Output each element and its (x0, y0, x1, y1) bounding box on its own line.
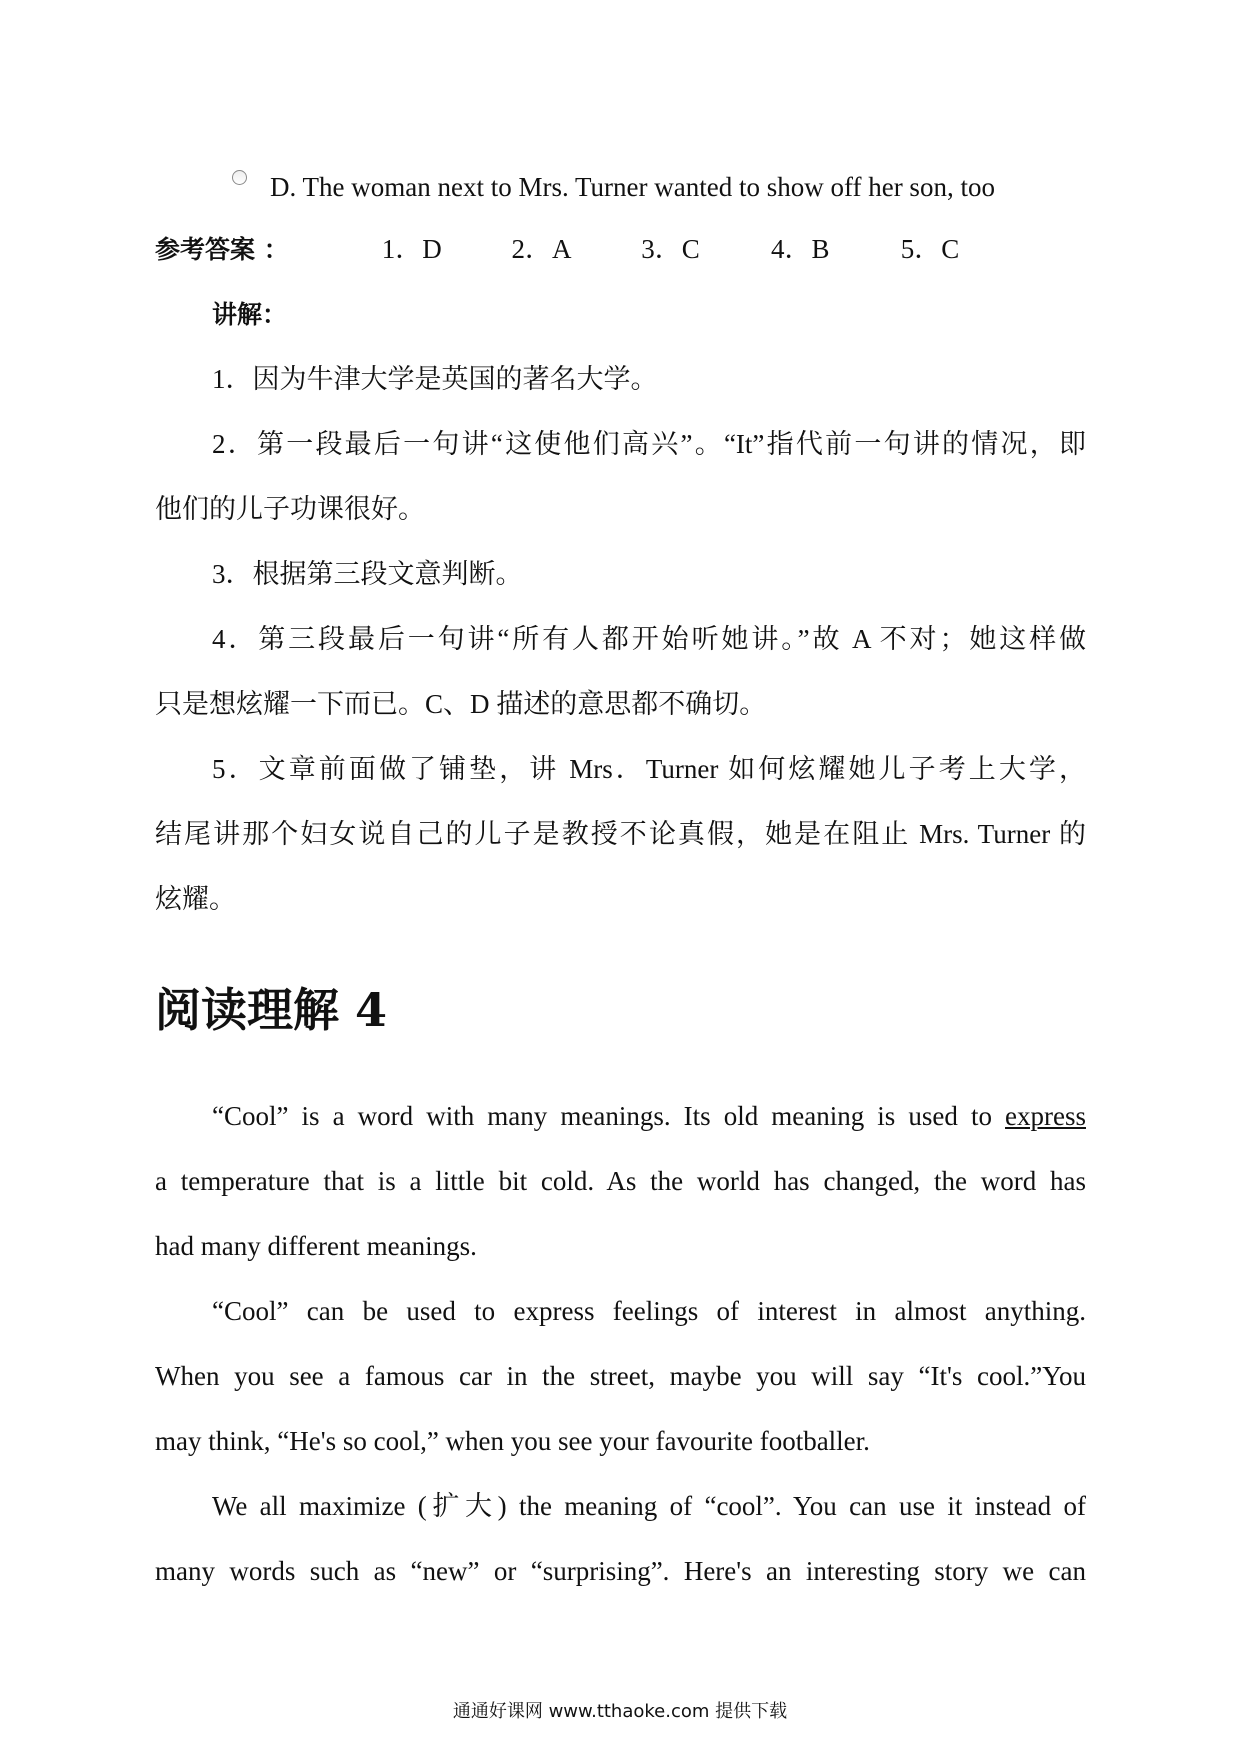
answer-item: 2．A (511, 234, 572, 264)
passage-line: had many different meanings. (155, 1231, 477, 1261)
passage-line: We all maximize (扩大) the meaning of “cool”. You can use it instead of (212, 1491, 1086, 1521)
explanation-line: 5．文章前面做了铺垫，讲 Mrs．Turner 如何炫耀她儿子考上大学， (212, 754, 1086, 784)
passage-line: When you see a famous car in the street, maybe you will say “It's cool.”You (155, 1361, 1086, 1391)
explanation-heading: 讲解： (212, 300, 288, 329)
option-d-radio[interactable] (232, 170, 247, 185)
answer-item: 3．C (641, 234, 700, 264)
answer-item: 5．C (900, 234, 960, 264)
passage-line: a temperature that is a little bit cold. As the world has changed, the word has (155, 1166, 1086, 1196)
explanation-line: 炫耀。 (155, 884, 236, 914)
passage-text: “Cool” is a word with many meanings. Its old meaning is used to (212, 1101, 1006, 1131)
answer-key (155, 229, 959, 270)
page-footer: 通通好课网 www.tthaoke.com 提供下载 (452, 1701, 788, 1722)
underlined-word: express (1005, 1101, 1086, 1131)
passage-line: may think, “He's so cool,” when you see your favourite footballer. (155, 1426, 870, 1456)
option-d-text: D. The woman next to Mrs. Turner wanted to show off her son, too (270, 172, 995, 202)
answer-item: 4．B (771, 234, 830, 264)
explanation-line: 只是想炫耀一下而已。C、D 描述的意思都不确切。 (155, 689, 767, 719)
section-title: 阅读理解 4 (155, 983, 388, 1037)
explanation-line: 结尾讲那个妇女说自己的儿子是教授不论真假，她是在阻止 Mrs. Turner 的 (155, 819, 1086, 849)
passage-line: “Cool” can be used to express feelings of interest in almost anything. (212, 1296, 1086, 1326)
passage-line (212, 1096, 1086, 1136)
explanation-line: 1．因为牛津大学是英国的著名大学。 (212, 364, 658, 394)
answer-key-label: 参考答案 ： (155, 235, 289, 264)
passage-line: many words such as “new” or “surprising”. Here's an interesting story we can (155, 1556, 1086, 1586)
explanation-line: 3．根据第三段文意判断。 (212, 559, 523, 589)
answer-item: 1．D (381, 234, 442, 264)
explanation-line: 4．第三段最后一句讲“所有人都开始听她讲。”故 A 不对；她这样做 (212, 624, 1086, 654)
explanation-line: 他们的儿子功课很好。 (155, 494, 425, 524)
explanation-line: 2．第一段最后一句讲“这使他们高兴”。“It”指代前一句讲的情况，即 (212, 429, 1086, 459)
